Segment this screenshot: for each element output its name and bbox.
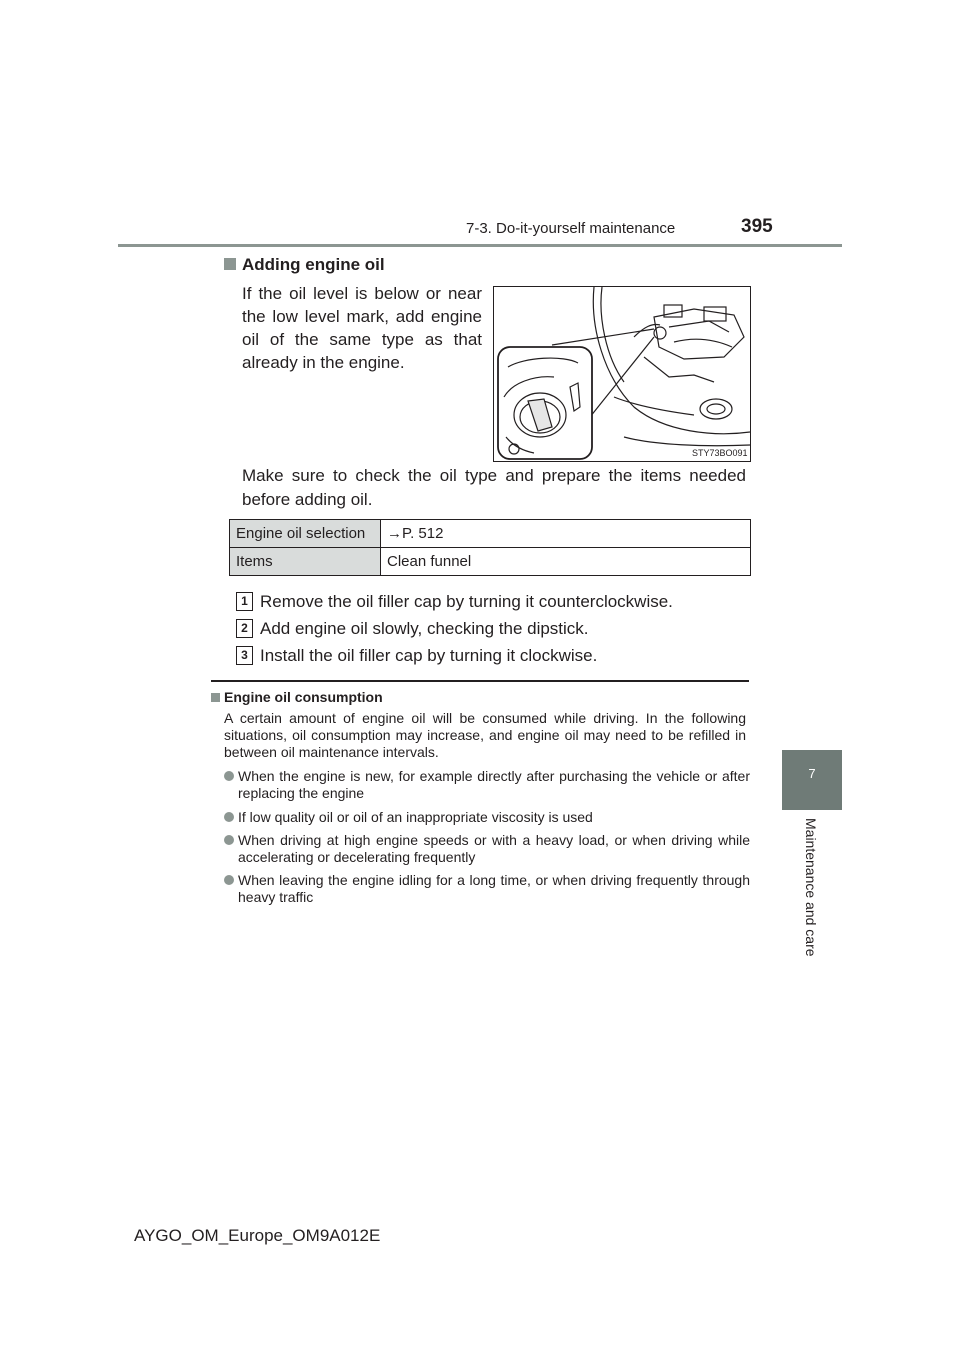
bullet-dot-icon — [224, 771, 234, 781]
step-number-badge: 1 — [236, 592, 253, 611]
table-cell-value: Clean funnel — [381, 548, 751, 576]
note-body: A certain amount of engine oil will be consumed while driving. In the following situations, oil consumption may increase, and engine oil may need to be refilled in between oil maintenance intervals. — [224, 710, 746, 760]
note-heading — [211, 689, 383, 705]
bullet-text: When the engine is new, for example directly after purchasing the vehicle or after replacing the engine — [238, 768, 750, 801]
list-item — [224, 872, 750, 906]
bullet-dot-icon — [224, 875, 234, 885]
check-paragraph: Make sure to check the oil type and prepare the items needed before adding oil. — [242, 466, 746, 509]
heading-square-icon — [224, 258, 236, 270]
step-text: Add engine oil slowly, checking the dipstick. — [260, 619, 589, 638]
step-text: Remove the oil filler cap by turning it counterclockwise. — [260, 592, 673, 611]
header-divider — [118, 244, 842, 247]
section-heading-text: Adding engine oil — [242, 255, 385, 274]
table-cell-value: →P. 512 — [381, 520, 751, 548]
step-2 — [236, 619, 589, 639]
table-row — [230, 548, 751, 576]
bullet-dot-icon — [224, 835, 234, 845]
list-item — [224, 809, 750, 826]
step-number-badge: 3 — [236, 646, 253, 665]
requirements-table — [229, 519, 751, 576]
heading-square-icon — [211, 693, 220, 702]
step-3 — [236, 646, 597, 666]
engine-oil-cap-illustration — [493, 286, 751, 462]
section-heading — [224, 255, 385, 275]
step-text: Install the oil filler cap by turning it clockwise. — [260, 646, 598, 665]
bullet-text: When driving at high engine speeds or with a heavy load, or when driving while accelerating or decelerating frequently — [238, 832, 750, 865]
table-cell-label: Engine oil selection — [230, 520, 381, 548]
note-divider — [211, 680, 749, 682]
engine-bay-drawing — [494, 287, 750, 461]
table-cell-label: Items — [230, 548, 381, 576]
intro-paragraph: If the oil level is below or near the low level mark, add engine oil of the same type as that already in the engine. — [242, 284, 482, 372]
bullet-text: If low quality oil or oil of an inappropriate viscosity is used — [238, 809, 593, 825]
table-row — [230, 520, 751, 548]
step-1 — [236, 592, 673, 612]
chapter-number: 7 — [808, 766, 816, 781]
document-id: AYGO_OM_Europe_OM9A012E — [134, 1226, 381, 1245]
chapter-title: Maintenance and care — [803, 818, 819, 957]
header-section-title: 7-3. Do-it-yourself maintenance — [466, 220, 676, 237]
page-number: 395 — [741, 216, 773, 237]
note-heading-text: Engine oil consumption — [224, 689, 383, 705]
list-item — [224, 768, 750, 802]
step-number-badge: 2 — [236, 619, 253, 638]
figure-code: STY73BO091 — [692, 448, 748, 458]
list-item — [224, 832, 750, 866]
bullet-text: When leaving the engine idling for a long time, or when driving frequently through heavy traffic — [238, 872, 750, 905]
bullet-dot-icon — [224, 812, 234, 822]
